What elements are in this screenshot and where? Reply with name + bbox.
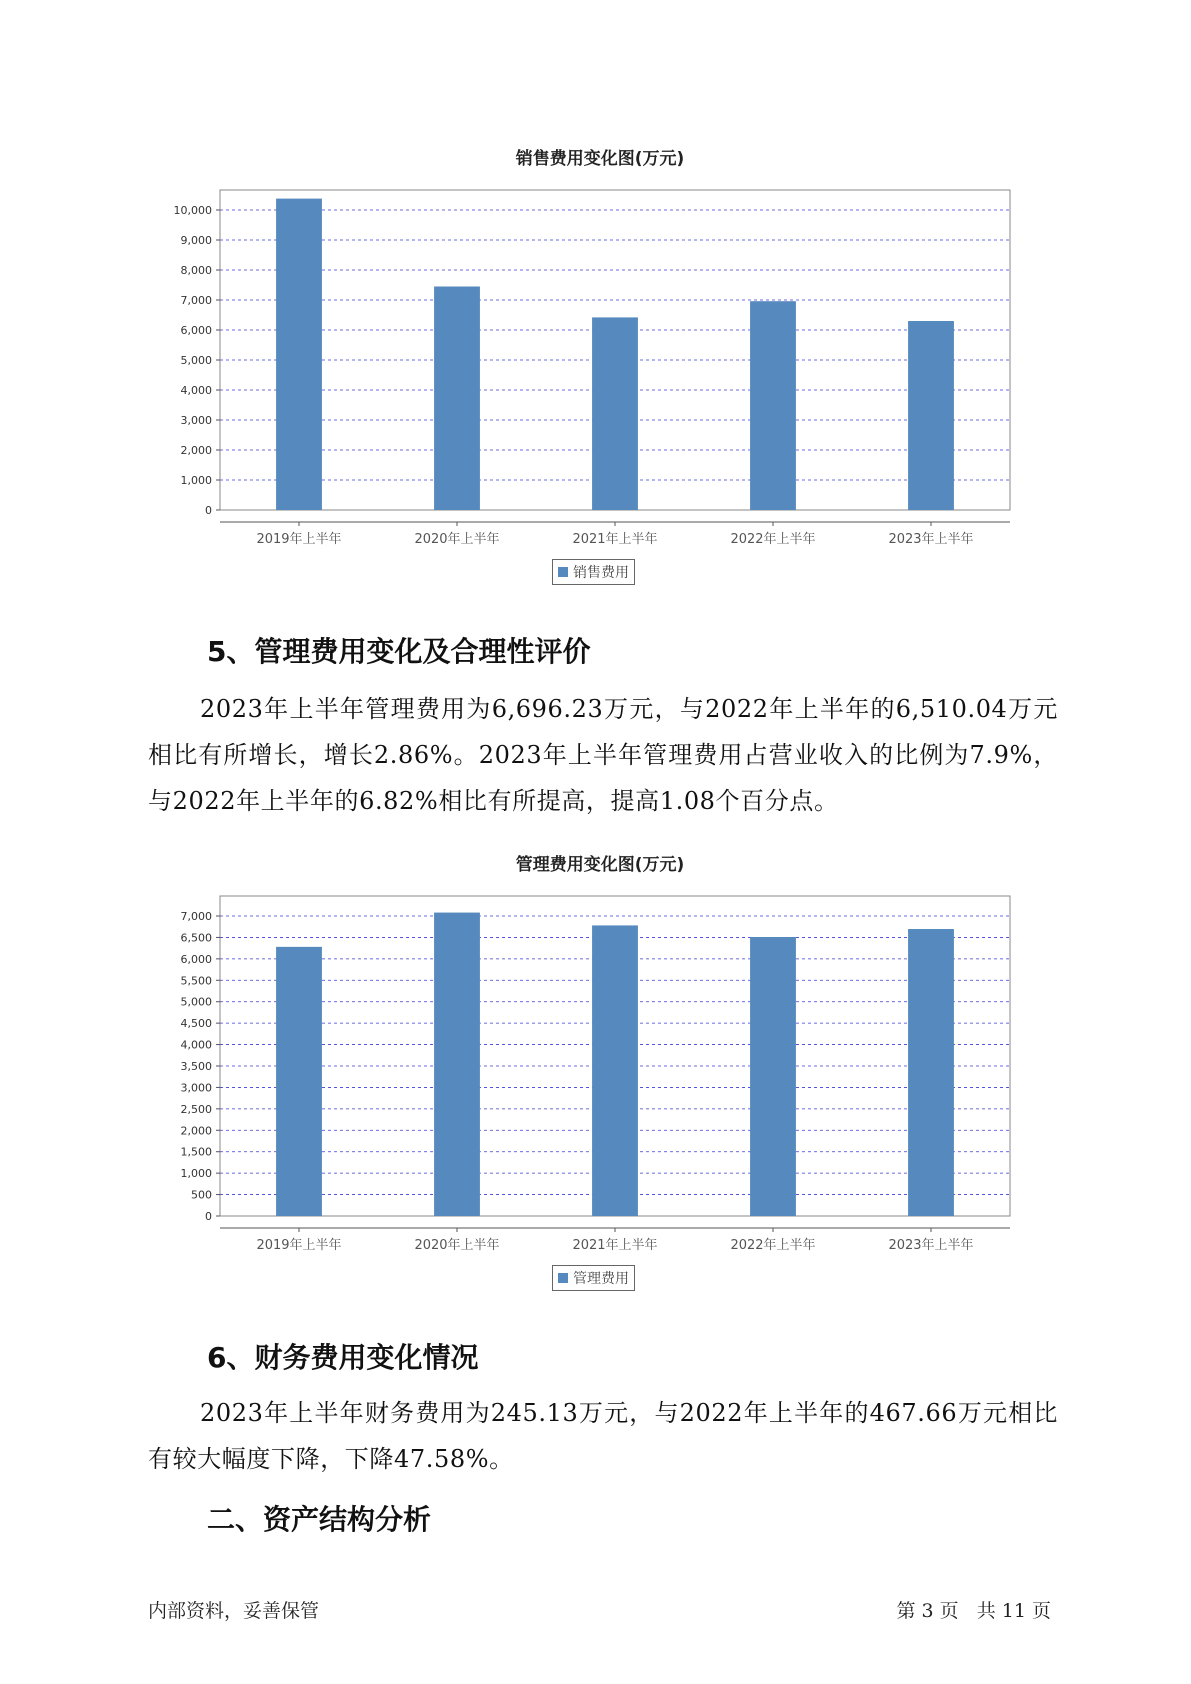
- bar: [276, 947, 322, 1216]
- bar: [750, 937, 796, 1216]
- x-tick-label: 2019年上半年: [256, 1238, 342, 1253]
- x-tick-label: 2021年上半年: [572, 1238, 658, 1253]
- y-tick-label: 3,500: [180, 1060, 212, 1073]
- y-tick-label: 2,000: [180, 1124, 212, 1138]
- bar: [434, 913, 480, 1216]
- y-tick-label: 5,500: [180, 974, 212, 988]
- section-6-heading: 6、财务费用变化情况: [207, 1341, 479, 1374]
- x-tick-label: 2021年上半年: [572, 532, 658, 547]
- y-tick-label: 0: [205, 504, 212, 517]
- legend-swatch: [558, 567, 568, 577]
- sales-chart-plot: [160, 180, 1040, 600]
- y-tick-label: 6,500: [180, 931, 212, 945]
- section-2-heading: 二、资产结构分析: [207, 1503, 432, 1536]
- bar: [592, 317, 638, 510]
- bar: [592, 925, 638, 1216]
- x-tick-label: 2023年上半年: [888, 1238, 974, 1253]
- y-tick-label: 4,000: [180, 384, 212, 397]
- y-tick-label: 1,000: [180, 474, 212, 487]
- y-tick-label: 2,500: [180, 1102, 212, 1116]
- bar: [434, 287, 480, 511]
- y-tick-label: 0: [205, 1210, 212, 1223]
- y-tick-label: 3,000: [180, 1081, 212, 1095]
- sales-chart-legend: [552, 559, 635, 585]
- admin-chart-plot: [160, 886, 1040, 1306]
- section-5-paragraph: 2023年上半年管理费用为6,696.23万元，与2022年上半年的6,510.04万元相比有所增长，增长2.86%。2023年上半年管理费用占营业收入的比例为7.9%，与2022年上半年的6.82%相比有所提高，提高1.08个百分点。: [148, 695, 1058, 815]
- x-tick-label: 2020年上半年: [414, 1238, 500, 1253]
- sales-legend-label: 销售费用: [573, 565, 629, 581]
- x-tick-label: 2022年上半年: [730, 1238, 816, 1253]
- x-tick-label: 2022年上半年: [730, 532, 816, 547]
- section-5-heading: 5、管理费用变化及合理性评价: [207, 635, 591, 668]
- admin-chart-title: 管理费用变化图(万元): [515, 855, 685, 875]
- bar: [276, 199, 322, 510]
- sales-chart-title: 销售费用变化图(万元): [515, 149, 685, 169]
- y-tick-label: 1,000: [180, 1167, 212, 1181]
- y-tick-label: 3,000: [180, 414, 212, 427]
- y-tick-label: 5,000: [180, 995, 212, 1009]
- x-tick-label: 2019年上半年: [256, 532, 342, 547]
- admin-expense-chart: [160, 846, 1040, 1306]
- y-tick-label: 10,000: [173, 204, 212, 217]
- y-tick-label: 5,000: [180, 354, 212, 367]
- y-tick-label: 8,000: [180, 264, 212, 277]
- bar: [908, 929, 954, 1216]
- admin-legend-label: 管理费用: [573, 1271, 629, 1287]
- y-tick-label: 500: [191, 1188, 212, 1202]
- y-tick-label: 2,000: [180, 444, 212, 457]
- y-tick-label: 4,000: [180, 1038, 212, 1052]
- y-tick-label: 4,500: [180, 1017, 212, 1031]
- sales-expense-chart: [160, 140, 1040, 600]
- y-tick-label: 1,500: [180, 1145, 212, 1159]
- y-tick-label: 6,000: [180, 324, 212, 337]
- y-tick-label: 7,000: [180, 910, 212, 923]
- footer-confidential-note: 内部资料，妥善保管: [148, 1600, 320, 1622]
- bar: [750, 301, 796, 510]
- admin-chart-legend: [552, 1265, 635, 1291]
- footer-page-number: 第 3 页 共 11 页: [896, 1600, 1051, 1622]
- x-tick-label: 2020年上半年: [414, 532, 500, 547]
- y-tick-label: 9,000: [180, 234, 212, 247]
- x-tick-label: 2023年上半年: [888, 532, 974, 547]
- legend-swatch: [558, 1273, 568, 1283]
- y-tick-label: 6,000: [180, 952, 212, 966]
- bar: [908, 321, 954, 510]
- section-6-paragraph: 2023年上半年财务费用为245.13万元，与2022年上半年的467.66万元相比有较大幅度下降，下降47.58%。: [148, 1399, 1058, 1473]
- y-tick-label: 7,000: [180, 294, 212, 307]
